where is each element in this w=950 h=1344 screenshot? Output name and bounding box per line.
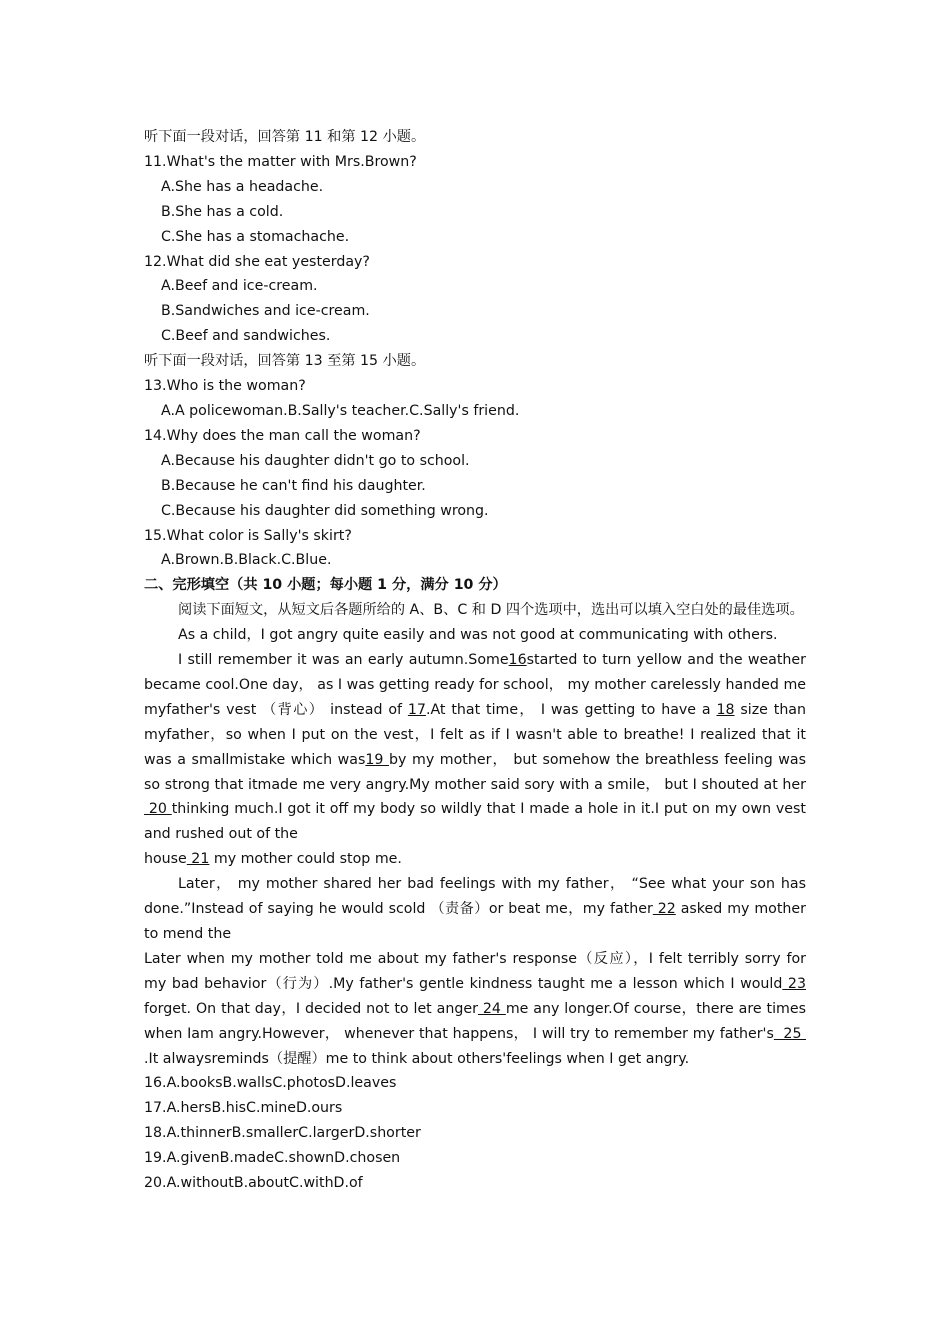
cloze-instruction: 阅读下面短文，从短文后各题所给的 A、B、C 和 D 四个选项中，选出可以填入空白处的最佳选项。 [178, 602, 804, 619]
question-14-option-c: C.Because his daughter did something wrong. [161, 502, 489, 519]
blank-21: 21 [186, 851, 210, 868]
section-intro-11-12: 听下面一段对话，回答第 11 和第 12 小题。 [144, 129, 426, 145]
cloze-option-17: 17.A.hersB.hisC.mineD.ours [144, 1100, 343, 1117]
text-run: house [144, 851, 187, 868]
blank-20: 20 [144, 801, 172, 818]
question-13-stem: 13.Who is the woman? [144, 378, 306, 395]
question-14-option-a: A.Because his daughter didn't go to school. [161, 452, 470, 469]
cloze-option-20: 20.A.withoutB.aboutC.withD.of [144, 1175, 363, 1192]
cloze-paragraph-1: As a child，I got angry quite easily and was not good at communicating with others. [178, 627, 778, 644]
blank-24: 24 [477, 1000, 506, 1017]
text-run: thinking much.I got it off my body so wildly that I made a hole in it.I put on my own vest and rushed out of the [144, 801, 806, 843]
question-15-options: A.Brown.B.Black.C.Blue. [161, 552, 332, 569]
text-run: by my mother， but somehow the breathless feeling was so strong that itmade me very angry.My mother said sory with a smile， but I shouted at her [144, 751, 806, 793]
blank-18: 18 [716, 701, 735, 718]
question-12-option-b: B.Sandwiches and ice-cream. [161, 303, 370, 320]
cloze-heading: 二、完形填空（共 10 小题；每小题 1 分，满分 10 分） [144, 577, 507, 594]
cloze-option-18: 18.A.thinnerB.smallerC.largerD.shorter [144, 1125, 421, 1142]
text-run: .It alwaysreminds（提醒）me to think about others'feelings when I get angry. [144, 1050, 690, 1067]
cloze-paragraph-3 [144, 872, 806, 947]
text-run: I still remember it was an early autumn.Some [178, 652, 509, 669]
text-run: .At that time， I was getting to have a [425, 701, 717, 718]
text-run: Later， my mother shared her bad feelings with my father， “See what your son has done.”Instead of saying he would scold （责备）or beat me，my father [144, 876, 806, 918]
question-13-options: A.A policewoman.B.Sally's teacher.C.Sally's friend. [161, 402, 520, 419]
document-page [144, 125, 806, 1196]
question-15-stem: 15.What color is Sally's skirt? [144, 527, 352, 544]
section-intro-13-15: 听下面一段对话，回答第 13 至第 15 小题。 [144, 353, 426, 370]
text-run: me any longer.Of course，there are times when Iam angry.However， whenever that happens， I will try to remember my father's [144, 1000, 806, 1042]
blank-23: 23 [782, 975, 806, 992]
question-12-option-c: C.Beef and sandwiches. [161, 328, 331, 345]
question-14-stem: 14.Why does the man call the woman? [144, 427, 421, 444]
blank-22: 22 [652, 901, 676, 918]
cloze-option-19: 19.A.givenB.madeC.shownD.chosen [144, 1150, 401, 1167]
cloze-paragraph-2 [144, 648, 806, 847]
question-11-option-c: C.She has a stomachache. [161, 228, 350, 245]
question-14-option-b: B.Because he can't find his daughter. [161, 477, 426, 494]
cloze-paragraph-2-end [144, 847, 806, 872]
blank-19: 19 [365, 751, 390, 768]
blank-25: 25 [773, 1025, 806, 1042]
question-12-stem: 12.What did she eat yesterday? [144, 253, 370, 270]
cloze-paragraph-4 [144, 947, 806, 1072]
question-11-option-a: A.She has a headache. [161, 178, 324, 195]
question-12-option-a: A.Beef and ice-cream. [161, 278, 318, 295]
blank-16: 16 [508, 652, 527, 669]
question-11-stem: 11.What's the matter with Mrs.Brown? [144, 153, 417, 170]
blank-17: 17 [407, 701, 426, 718]
text-run: size than myfather，so when I put on the vest，I felt as if I wasn't able to breathe! I realized that it was a smallmistake which was [144, 701, 806, 768]
text-run: asked my mother to mend the [144, 901, 806, 942]
text-run: started to turn yellow and the weather became cool.One day， as I was getting ready for school， my mother carelessly handed me myfather's vest （背心） instead of [144, 652, 806, 718]
cloze-option-16: 16.A.booksB.wallsC.photosD.leaves [144, 1075, 397, 1092]
text-run: forget. On that day，I decided not to let anger [144, 1000, 478, 1017]
text-run: my mother could stop me. [209, 851, 402, 868]
text-run: Later when my mother told me about my father's response（反应），I felt terribly sorry for my bad behavior（行为）.My father's gentle kindness taught me a lesson which I would [144, 950, 806, 992]
question-11-option-b: B.She has a cold. [161, 203, 284, 220]
